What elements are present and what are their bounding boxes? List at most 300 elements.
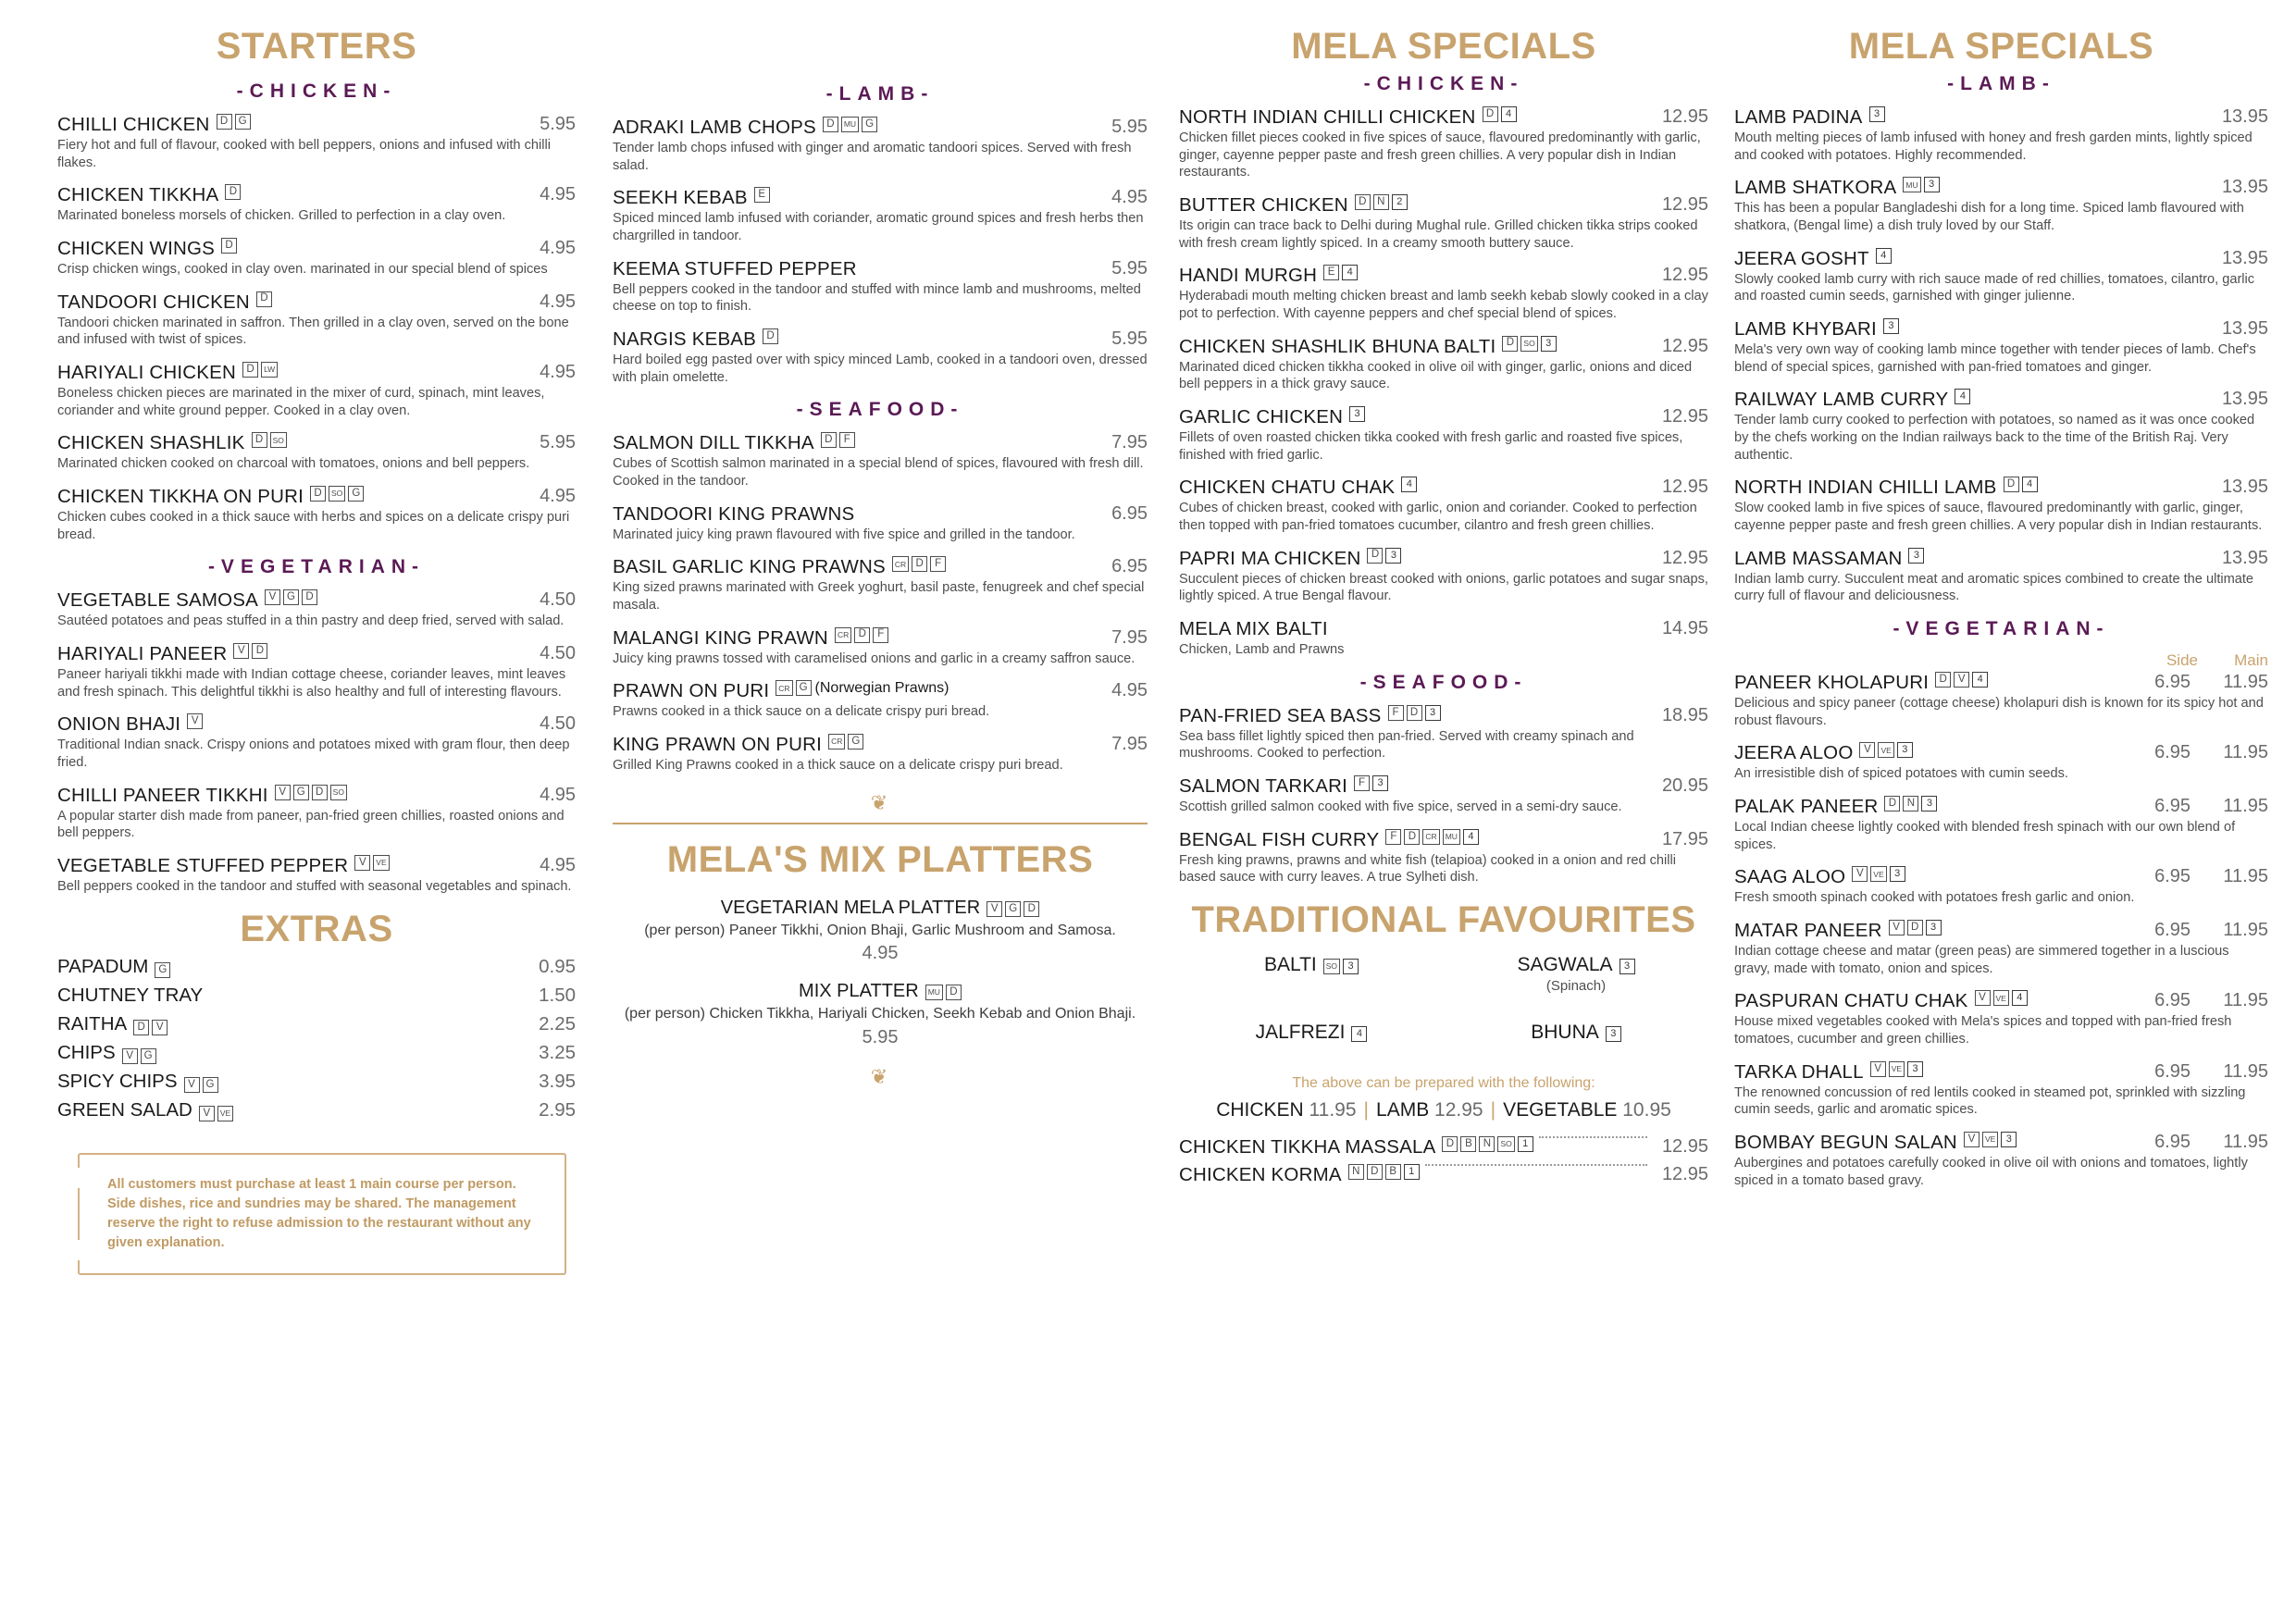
item-price-side: 6.95: [2154, 672, 2191, 693]
item-price: 7.95: [1111, 432, 1148, 453]
item-description: Prawns cooked in a thick sauce on a delicate crispy puri bread.: [613, 704, 990, 720]
extras-row: [57, 1071, 576, 1093]
platter-item: [613, 981, 1148, 1048]
allergen-badge-d: D: [252, 643, 267, 659]
item-price: 12.95: [1661, 406, 1708, 427]
allergen-badges: [1606, 1026, 1621, 1042]
menu-item: [613, 503, 1148, 544]
specials-seafood-list: [1179, 705, 1708, 886]
menu-item-header: [1734, 672, 2268, 694]
traditional-name: JALFREZI 4: [1179, 1022, 1444, 1044]
allergen-badge-b: B: [1385, 1164, 1401, 1180]
spice-level-badge: 3: [1349, 406, 1365, 422]
extras-name: SPICY CHIPS: [57, 1070, 178, 1092]
allergen-badges: [1955, 389, 1970, 404]
menu-item-header: [57, 184, 576, 206]
spice-level-badge: 3: [1897, 742, 1913, 758]
menu-item-header: [57, 238, 576, 260]
item-description: King sized prawns marinated with Greek yoghurt, basil paste, fenugreek and chef special masala.: [613, 580, 1145, 613]
item-price: 5.95: [1111, 328, 1148, 350]
leader-dots: [1539, 1136, 1647, 1138]
platter-item: [613, 898, 1148, 965]
allergen-badge-d: D: [912, 556, 927, 572]
spice-level-badge: 3: [1926, 920, 1942, 935]
allergen-badge-d: D: [256, 291, 272, 307]
allergen-badge-mu: MU: [1903, 177, 1920, 192]
item-name: PASPURAN CHATU CHAK: [1734, 990, 1968, 1012]
item-description: Cubes of chicken breast, cooked with garlic, onion and coriander. Cooked to perfection then topped with pan-fried tomatoes cucumber, cilantro and fresh green chillies.: [1179, 501, 1697, 534]
item-name: SALMON DILL TIKKHA: [613, 432, 814, 454]
item-name: LAMB KHYBARI: [1734, 318, 1877, 341]
item-name: TARKA DHALL: [1734, 1060, 1864, 1083]
spice-level-badge: 1: [1518, 1136, 1533, 1152]
menu-item: [613, 432, 1148, 489]
specials-vegetarian-list: [1734, 672, 2268, 1189]
subheading-chicken: -CHICKEN-: [236, 81, 397, 102]
menu-item: [1179, 194, 1708, 252]
item-price: 6.95: [1111, 556, 1148, 577]
item-name: HARIYALI CHICKEN: [57, 362, 237, 384]
page-title-traditional: TRADITIONAL FAVOURITES: [1191, 899, 1696, 941]
allergen-badges: [225, 184, 241, 200]
menu-item: [1734, 548, 2268, 605]
allergen-badges: [217, 114, 251, 130]
item-description: Chicken fillet pieces cooked in five spices of sauce, flavoured predominantly with garlic, ginger, cayenne pepper paste and fresh green chillies. A very popular dish in Indian restaurants.: [1179, 130, 1701, 180]
spice-level-badge: 3: [1907, 1061, 1923, 1077]
allergen-badge-d: D: [1502, 336, 1518, 352]
item-description: Marinated diced chicken tikkha cooked in olive oil with ginger, garlic, onions and diced bell peppers in a thick gravy sauce.: [1179, 359, 1693, 392]
platter-description: (per person) Chicken Tikkha, Hariyali Chicken, Seekh Kebab and Onion Bhaji.: [624, 1006, 1136, 1022]
traditional-extra-row: [1179, 1136, 1708, 1158]
price-separator: |: [1490, 1099, 1496, 1121]
item-description: Bell peppers cooked in the tandoor and stuffed with seasonal vegetables and spinach.: [57, 879, 572, 895]
item-name: SEEKH KEBAB: [613, 187, 748, 209]
extras-row: [57, 1042, 576, 1064]
allergen-badges: [1502, 336, 1556, 352]
item-price: 4.95: [540, 486, 576, 507]
menu-item-header: [613, 734, 1148, 756]
menu-item-header: [613, 187, 1148, 209]
allergen-badges: [892, 556, 946, 572]
spice-level-badge: 3: [1908, 548, 1924, 564]
menu-item-header: [1179, 829, 1708, 851]
spice-level-badge: 3: [1890, 866, 1905, 882]
allergen-badges: [1351, 1026, 1367, 1042]
spice-level-badge: 3: [1924, 177, 1940, 192]
menu-item-header: [1734, 920, 2268, 942]
page-title-mela-specials-chicken: MELA SPECIALS: [1291, 26, 1596, 67]
menu-item: [1179, 406, 1708, 464]
menu-item: [1179, 705, 1708, 762]
menu-item-header: [613, 627, 1148, 650]
allergen-badge-e: E: [1323, 265, 1339, 280]
menu-item-header: [1179, 265, 1708, 287]
allergen-badge-v: V: [1954, 672, 1969, 688]
menu-item-header: [613, 556, 1148, 578]
item-description: Delicious and spicy paneer (cottage cheese) kholapuri dish is known for its spicy hot and robust flavours.: [1734, 696, 2264, 728]
allergen-badge-d: D: [1404, 829, 1420, 845]
menu-item: [1734, 866, 2268, 907]
allergen-badges: [776, 680, 811, 696]
menu-item-header: [1734, 548, 2268, 570]
menu-item-header: [1179, 775, 1708, 798]
menu-item: [57, 713, 576, 771]
allergen-badge-g: G: [203, 1077, 218, 1093]
menu-item: [57, 589, 576, 630]
traditional-option-price: 12.95: [1434, 1099, 1483, 1121]
spice-level-badge: 4: [1972, 672, 1988, 688]
allergen-badge-d: D: [946, 985, 962, 1000]
item-description: Sautéed potatoes and peas stuffed in a thin pastry and deep fried, served with salad.: [57, 613, 565, 629]
allergen-badge-so: SO: [330, 785, 347, 800]
item-price: 12.95: [1661, 335, 1708, 356]
subheading-lamb: -LAMB-: [825, 83, 935, 105]
menu-item: [613, 627, 1148, 668]
allergen-badge-v: V: [122, 1048, 138, 1064]
item-name: CHICKEN SHASHLIK: [57, 432, 245, 454]
allergen-badges: [823, 117, 877, 132]
spice-level-badge: 4: [2012, 990, 2028, 1006]
allergen-badges: [199, 1106, 233, 1121]
allergen-badge-g: G: [155, 962, 170, 978]
item-price: 12.95: [1661, 547, 1708, 568]
allergen-badge-ve: VE: [1870, 866, 1886, 882]
allergen-badges: [354, 855, 389, 871]
item-name: JEERA GOSHT: [1734, 247, 1869, 269]
menu-item: [57, 184, 576, 225]
traditional-item: [1179, 954, 1444, 994]
menu-item-header: [613, 258, 1148, 280]
allergen-badge-f: F: [930, 556, 946, 572]
menu-item-header: [1734, 1061, 2268, 1084]
item-description: Slowly cooked lamb curry with rich sauce made of red chillies, tomatoes, cilantro, garlic and roasted cumin seeds, garnished with ginger julienne.: [1734, 271, 2255, 304]
item-name: JEERA ALOO: [1734, 742, 1854, 764]
allergen-badge-d: D: [1483, 106, 1498, 122]
item-name: KEEMA STUFFED PEPPER: [613, 257, 857, 279]
allergen-badge-d: D: [1907, 920, 1923, 935]
item-price: 13.95: [2221, 247, 2268, 268]
item-description: Aubergines and potatoes carefully cooked in olive oil with onions and tomatoes, lightly spiced in a tomato based gravy.: [1734, 1156, 2248, 1188]
menu-item-header: [1179, 477, 1708, 499]
menu-item-header: [1734, 389, 2268, 411]
item-price: 4.50: [540, 713, 576, 735]
item-name: VEGETABLE STUFFED PEPPER: [57, 855, 349, 877]
item-description: Chicken cubes cooked in a thick sauce with herbs and spices on a delicate crispy puri bread.: [57, 510, 570, 542]
allergen-badge-d: D: [133, 1020, 149, 1035]
item-name: CHICKEN KORMA: [1179, 1164, 1342, 1186]
traditional-note: The above can be prepared with the following:: [1292, 1075, 1595, 1092]
menu-item: [1734, 1132, 2268, 1189]
traditional-option-label: LAMB: [1376, 1099, 1430, 1121]
allergen-badges: [754, 187, 770, 203]
menu-item-header: [1734, 477, 2268, 499]
allergen-badges: [221, 238, 237, 254]
item-price: 17.95: [1661, 828, 1708, 849]
allergen-badges: [1323, 265, 1358, 280]
starters-vegetarian-list: [57, 589, 576, 895]
traditional-name: BALTI SO 3: [1179, 954, 1444, 976]
extras-row: [57, 1099, 576, 1121]
menu-item-header: [1179, 194, 1708, 217]
menu-item: [1179, 829, 1708, 886]
traditional-item: [1444, 954, 1708, 994]
column-mela-specials-chicken: [1170, 26, 1718, 1623]
item-price: 7.95: [1111, 626, 1148, 648]
specials-chicken-list: [1179, 106, 1708, 659]
menu-item-header: [1734, 177, 2268, 199]
item-description: Indian lamb curry. Succulent meat and aromatic spices combined to create the ultimate curry full of flavour and deliciousness.: [1734, 571, 2254, 604]
item-description: Mela's very own way of cooking lamb mince together with tender pieces of lamb. Chef's blend of special spices, garnished with pan-fried tomatoes and ginger.: [1734, 342, 2256, 375]
menu-item: [613, 680, 1148, 721]
allergen-badge-v: V: [275, 785, 291, 800]
platter-price: 5.95: [862, 1026, 899, 1047]
side-label: Side: [2166, 651, 2198, 670]
item-description: Sea bass fillet lightly spiced then pan-fried. Served with creamy spinach and mushrooms. Cooked to perfection.: [1179, 728, 1634, 762]
item-description: A popular starter dish made from paneer, pan-fried green chillies, roasted onions and bell peppers.: [57, 808, 565, 841]
menu-item: [57, 486, 576, 543]
menu-item: [1734, 477, 2268, 534]
allergen-badge-d: D: [763, 328, 778, 344]
item-description: Crisp chicken wings, cooked in clay oven. marinated in our special blend of spices: [57, 262, 548, 278]
menu-item: [57, 291, 576, 349]
allergen-badges: [275, 785, 347, 800]
allergen-badge-v: V: [265, 589, 280, 605]
item-name: NARGIS KEBAB: [613, 328, 757, 351]
allergen-badges: [184, 1077, 218, 1093]
allergen-badge-cr: CR: [776, 680, 792, 696]
allergen-badge-g: G: [862, 117, 877, 132]
item-name: MATAR PANEER: [1734, 920, 1882, 942]
allergen-badges: [233, 643, 267, 659]
item-description: Hyderabadi mouth melting chicken breast and lamb seekh kebab slowly cooked in a clay pot to perfection. With cayenne peppers and chef special blend of spices.: [1179, 289, 1708, 322]
item-description: Slow cooked lamb in five spices of sauce, flavoured predominantly with garlic, ginger, cayenne pepper paste and fresh green chillies. A very popular dish in Indian restaurants.: [1734, 501, 2263, 534]
allergen-badge-so: SO: [1497, 1136, 1514, 1152]
item-name: ONION BHAJI: [57, 713, 181, 736]
item-name: MELA MIX BALTI: [1179, 618, 1328, 640]
menu-item-header: [1734, 742, 2268, 764]
item-description: Grilled King Prawns cooked in a thick sauce on a delicate crispy puri bread.: [613, 758, 1063, 774]
menu-item-header: [57, 785, 576, 807]
item-name: TANDOORI KING PRAWNS: [613, 502, 855, 525]
extras-name: PAPADUM: [57, 955, 149, 977]
menu-item: [613, 328, 1148, 386]
menu-item-header: [57, 432, 576, 454]
menu-item-header: [613, 432, 1148, 454]
item-price: 18.95: [1661, 704, 1708, 725]
subheading-vegetarian: -VEGETARIAN-: [207, 556, 426, 578]
notice-box: [78, 1153, 566, 1275]
traditional-option-label: VEGETABLE: [1503, 1099, 1618, 1121]
menu-item: [57, 114, 576, 171]
starters-chicken-list: [57, 114, 576, 543]
item-price: 13.95: [2221, 318, 2268, 340]
allergen-badge-v: V: [1870, 1061, 1886, 1077]
allergen-badge-d: D: [854, 627, 870, 643]
item-price: 7.95: [1111, 734, 1148, 755]
item-price: 6.95: [1111, 502, 1148, 524]
item-description: Local Indian cheese lightly cooked with blended fresh spinach with our own blend of spices.: [1734, 820, 2236, 852]
allergen-badge-lw: LW: [261, 362, 278, 378]
item-price: 12.95: [1661, 1164, 1708, 1185]
item-description: Boneless chicken pieces are marinated in the mixer of curd, spinach, mint leaves, coriander and white ground pepper. Cooked in a clay oven.: [57, 386, 545, 418]
allergen-badges: [1889, 920, 1942, 935]
ornament-top: ❦: [870, 790, 890, 814]
menu-item-header: [1734, 990, 2268, 1012]
item-name: PAN-FRIED SEA BASS: [1179, 704, 1382, 726]
price-separator: |: [1363, 1099, 1370, 1121]
item-name: TANDOORI CHICKEN: [57, 291, 250, 313]
menu-item-header: [1734, 796, 2268, 818]
allergen-badges: [187, 713, 203, 729]
item-price: 4.50: [540, 643, 576, 664]
allergen-badges: [1349, 406, 1365, 422]
side-main-header: [1734, 651, 2268, 670]
item-price: 4.95: [540, 291, 576, 312]
menu-item: [57, 432, 576, 473]
spice-level-badge: 4: [1351, 1026, 1367, 1042]
menu-item-header: [57, 855, 576, 877]
allergen-badges: [155, 962, 170, 978]
allergen-badge-d: D: [221, 238, 237, 254]
item-name: CHILLI CHICKEN: [57, 114, 210, 135]
item-name: NORTH INDIAN CHILLI LAMB: [1734, 477, 1997, 499]
page-title-starters: STARTERS: [216, 26, 417, 67]
item-description: Fiery hot and full of flavour, cooked with bell peppers, onions and infused with chilli flakes.: [57, 138, 551, 170]
allergen-badges: [122, 1048, 156, 1064]
item-price-side: 6.95: [2154, 742, 2191, 763]
traditional-item: [1444, 1022, 1708, 1044]
column-starters-lamb-seafood: [585, 26, 1170, 1623]
spice-level-badge: 3: [1343, 959, 1359, 974]
item-name: SAAG ALOO: [1734, 866, 1846, 888]
item-price-side: 6.95: [2154, 866, 2191, 887]
item-name: CHICKEN TIKKHA ON PURI: [57, 486, 304, 508]
menu-item: [57, 238, 576, 279]
item-price: 13.95: [2221, 177, 2268, 198]
menu-item: [1734, 920, 2268, 977]
platter-name: MIX PLATTER MU D: [613, 981, 1148, 1002]
allergen-badge-ve: VE: [1993, 990, 2009, 1006]
traditional-option-price: 10.95: [1622, 1099, 1671, 1121]
page-title-mela-specials-lamb: MELA SPECIALS: [1848, 26, 2154, 67]
menu-item-header: [57, 362, 576, 384]
menu-item-header: [57, 114, 576, 136]
allergen-badge-d: D: [217, 114, 232, 130]
menu-item-header: [613, 503, 1148, 526]
starters-lamb-list: [613, 117, 1148, 386]
item-name: KING PRAWN ON PURI: [613, 734, 823, 756]
allergen-badge-d: D: [1367, 1164, 1383, 1180]
item-price: 5.95: [1111, 257, 1148, 279]
allergen-badge-cr: CR: [892, 556, 909, 572]
item-description: Tender lamb chops infused with ginger and aromatic tandoori spices. Served with fresh salad.: [613, 141, 1132, 173]
allergen-badge-so: SO: [1520, 336, 1537, 352]
item-name: BUTTER CHICKEN: [1179, 194, 1348, 217]
allergen-badge-f: F: [1388, 705, 1404, 721]
item-price-main: 11.95: [2223, 742, 2268, 763]
allergen-badge-d: D: [302, 589, 317, 605]
item-name: PRAWN ON PURI: [613, 680, 770, 702]
allergen-badge-ve: VE: [1878, 742, 1893, 758]
item-description: Succulent pieces of chicken breast cooked with onions, garlic potatoes and sugar snaps, lightly spiced. A true Bengal flavour.: [1179, 571, 1708, 604]
menu-item: [613, 556, 1148, 613]
allergen-badge-so: SO: [270, 432, 287, 448]
extras-price: 0.95: [539, 955, 576, 977]
menu-item-header: [1179, 106, 1708, 129]
specials-lamb-list: [1734, 106, 2268, 605]
extras-name: CHIPS: [57, 1041, 116, 1063]
menu-item: [1179, 106, 1708, 181]
allergen-badge-n: N: [1348, 1164, 1364, 1180]
menu-item: [1734, 742, 2268, 783]
allergen-badge-f: F: [839, 432, 855, 448]
item-price: 13.95: [2221, 106, 2268, 127]
traditional-subtext: (Spinach): [1545, 978, 1607, 995]
menu-item: [613, 187, 1148, 244]
menu-item-header: [1734, 1132, 2268, 1154]
traditional-extra-row: [1179, 1164, 1708, 1186]
item-price: 4.95: [540, 184, 576, 205]
spice-level-badge: 3: [1425, 705, 1441, 721]
spice-level-badge: 4: [1955, 389, 1970, 404]
allergen-badges: [1884, 796, 1937, 812]
spice-level-badge: 3: [1372, 775, 1388, 791]
allergen-badge-f: F: [1354, 775, 1370, 791]
allergen-badges: [1348, 1164, 1420, 1180]
menu-item-header: [1179, 705, 1708, 727]
spice-level-badge: 3: [2001, 1132, 2017, 1147]
item-name: CHICKEN TIKKHA MASSALA: [1179, 1136, 1436, 1158]
allergen-badge-v: V: [1964, 1132, 1980, 1147]
subheading-specials-chicken: -CHICKEN-: [1363, 73, 1524, 94]
item-price-side: 6.95: [2154, 1132, 2191, 1153]
menu-item-header: [613, 328, 1148, 351]
menu-item: [57, 643, 576, 700]
allergen-badge-d: D: [312, 785, 328, 800]
extras-row: [57, 1013, 576, 1035]
item-price-main: 11.95: [2223, 1060, 2268, 1082]
allergen-badge-mu: MU: [925, 985, 943, 1000]
allergen-badges: [1975, 990, 2028, 1006]
allergen-badges: [1323, 959, 1359, 974]
spice-level-badge: 3: [1541, 336, 1557, 352]
allergen-badge-d: D: [823, 117, 838, 132]
spice-level-badge: 3: [1606, 1026, 1621, 1042]
menu-item: [1734, 389, 2268, 464]
menu-item: [613, 734, 1148, 774]
item-price: 4.95: [540, 855, 576, 876]
allergen-badges: [1883, 318, 1899, 334]
allergen-badges: [1355, 194, 1408, 210]
allergen-badges: [925, 985, 962, 1000]
spice-level-badge: 3: [1921, 796, 1937, 812]
item-description: Tender lamb curry cooked to perfection with potatoes, so named as it was once cooked by the chefs working on the Indian railways back to the time of the British Raj. Very authentic.: [1734, 413, 2255, 463]
traditional-item: [1179, 1022, 1444, 1044]
spice-level-badge: 4: [2022, 477, 2038, 492]
item-name: BENGAL FISH CURRY: [1179, 828, 1380, 850]
subheading-specials-vegetarian: -VEGETARIAN-: [1893, 618, 2110, 640]
column-mela-specials-lamb-veg: [1718, 26, 2296, 1623]
allergen-badge-ve: VE: [373, 855, 389, 871]
item-description: House mixed vegetables cooked with Mela's spices and topped with pan-fried fresh tomatoes, cucumber and green chillies.: [1734, 1014, 2232, 1047]
allergen-badge-v: V: [354, 855, 370, 871]
item-price: 13.95: [2221, 389, 2268, 410]
menu-item-header: [57, 643, 576, 665]
allergen-badges: [1903, 177, 1939, 192]
divider-rule-top: [613, 823, 1148, 824]
notice-text: All customers must purchase at least 1 main course per person. Side dishes, rice and sundries may be shared. The management reserve the right to refuse admission to the restaurant without any given explanation.: [107, 1176, 531, 1250]
allergen-badges: [1401, 477, 1417, 492]
